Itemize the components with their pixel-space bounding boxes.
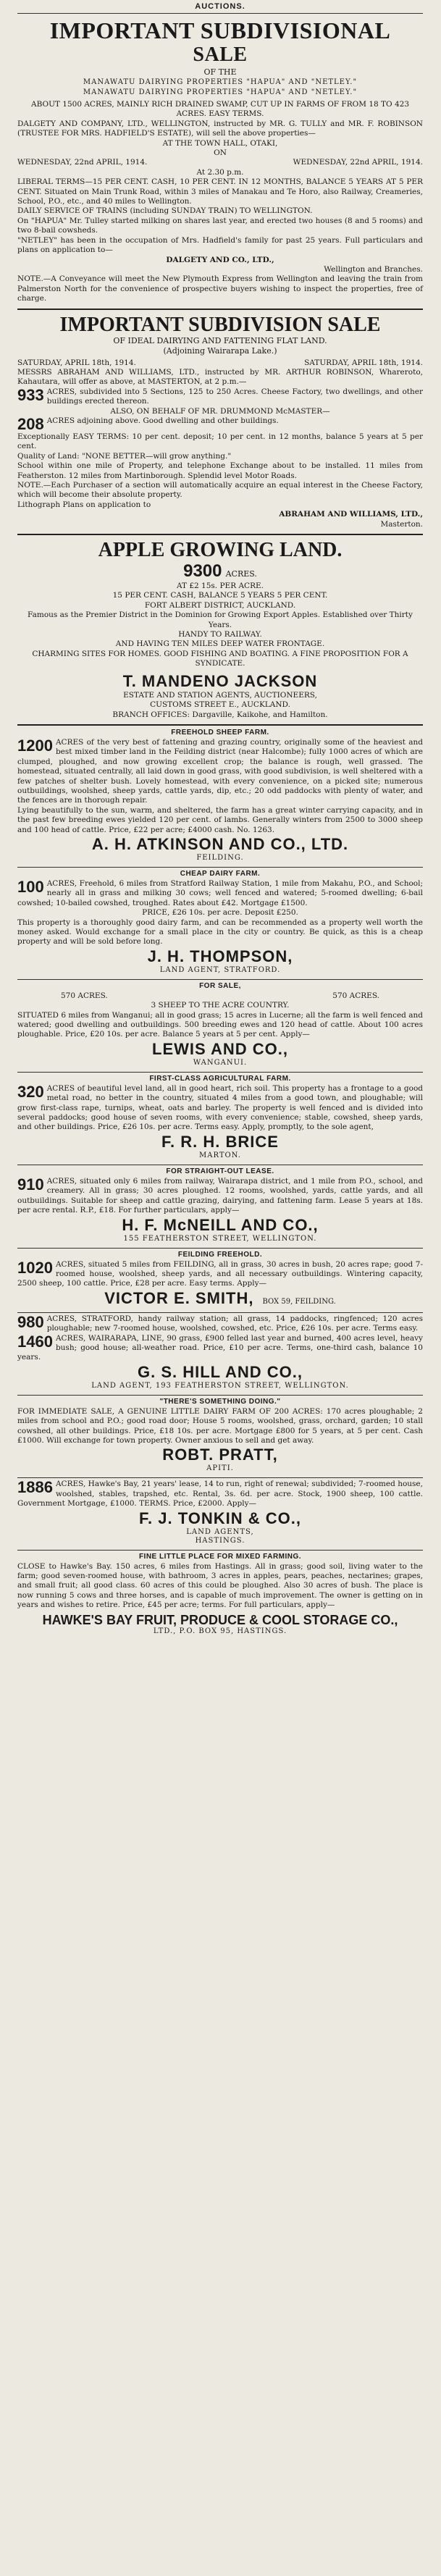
train-service: DAILY SERVICE OF TRAINS (including SUNDAY TRAIN) TO WELLINGTON. [17,206,313,216]
agent-name: LEWIS AND CO., [152,1039,288,1058]
acres-number: 1200 [17,736,53,755]
acres-line [17,561,423,582]
agent-name: A. H. ATKINSON AND CO., LTD. [91,834,349,853]
ad-heading: CHEAP DAIRY FARM. [180,869,261,878]
acres-left: 570 ACRES. [61,991,108,1000]
acres-number: 320 [17,1082,44,1101]
acres-number: 933 [17,385,44,404]
ad-heading: FIRST-CLASS AGRICULTURAL FARM. [149,1074,291,1083]
agent-name: G. S. HILL AND CO., [137,1362,303,1381]
signature-sub: Masterton. [380,519,423,529]
terms: LIBERAL TERMS—15 PER CENT. CASH, 10 PER CENT. IN 12 MONTHS, BALANCE 5 YEARS AT 5 PER CENT. Situated on Main Trunk Road, within 3 miles of Manakau and Te Horo, also Railway, Creameries, School, P.O., etc., and 40 miles to Wellington. [17,177,423,206]
acres-number: 980 [17,1312,44,1331]
agent-town: HASTINGS. [195,1536,245,1545]
ad-heading: "THERE'S SOMETHING DOING." [159,1397,281,1406]
ad-hill-and-co [17,1314,423,1390]
ad-subdivision-sale-wairarapa [17,314,423,530]
famous: Famous as the Premier District in the Dominion for Growing Export Apples. Established over Thirty Years. [28,611,413,629]
divider [17,1477,423,1478]
ad-title-sale: SALE [193,43,248,66]
handy: HANDY TO RAILWAY. [178,630,262,639]
ad-heading: FINE LITTLE PLACE FOR MIXED FARMING. [138,1552,302,1561]
ad-freehold-sheep-farm [17,729,423,863]
agent-row [17,1289,423,1308]
lead-line: ABOUT 1500 ACRES, MAINLY RICH DRAINED SWAMP, CUT UP IN FARMS OF FROM 18 TO 423 ACRES. EASY TERMS. [30,100,410,119]
agent-name: H. F. McNEILL AND CO., [122,1215,319,1234]
body-text: CLOSE to Hawke's Bay. 150 acres, 6 miles from Hastings. All in grass; good soil, living water to the farm; good seven-roomed house, with bathroom, 3 acres in apples, pears, peaches, nectarines; grapes, and small fruit; all good class. 60 acres of this could be ploughed. Also 30 acres of bush. The place is now running 5 cows and three horses, and is capable of much improvement. The owner is getting on in years and wishes to retire. Price, £45 per acre; terms. For full particulars, apply— [17,1561,423,1610]
acres-number: 100 [17,877,44,896]
date-row [17,358,423,368]
body-text: MESSRS ABRAHAM AND WILLIAMS, LTD., instructed by MR. ARTHUR ROBINSON, Whareroto, Kahautara, will offer as above, at MASTERTON, at 2 p.m.— [17,367,423,387]
agent-town: APITI. [206,1464,234,1473]
time: At 2.30 p.m. [196,167,244,177]
water: AND HAVING TEN MILES DEEP WATER FRONTAGE. [115,639,325,649]
lot-text: ACRES adjoining above. Good dwelling and other buildings. [46,416,279,425]
litho: Lithograph Plans on application to [17,500,151,509]
note: NOTE.—Each Purchaser of a section will automatically acquire an equal interest in the Cheese Factory, which will become their absolute property. [17,481,423,500]
acres-right: 570 ACRES. [332,991,379,1000]
lot-text: ACRES, subdivided into 5 Sections, 125 to 250 Acres. Cheese Factory, two dwellings, and other buildings erected thereon. [46,387,423,406]
sub2: (Adjoining Wairarapa Lake.) [163,345,277,356]
properties-line: MANAWATU DAIRYING PROPERTIES "HAPUA" AND "NETLEY." [83,78,358,86]
date-left: WEDNESDAY, 22nd APRIL, 1914. [17,158,148,167]
ad-heading: FOR STRAIGHT-OUT LEASE. [166,1167,274,1175]
agent-sub: LAND AGENT, STRATFORD. [159,965,281,974]
ad-mixed-farming [17,1553,423,1636]
ad-agricultural-farm [17,1075,423,1160]
ad-heading: FOR SALE, [199,981,241,990]
on: ON [214,148,227,158]
acres-unit: ACRES. [225,569,257,579]
ad-feilding-freehold [17,1251,423,1308]
agent-name: F. R. H. BRICE [161,1132,279,1151]
terms: 15 PER CENT. CASH, BALANCE 5 YEARS 5 PER CENT. [112,591,328,600]
divider [17,1248,423,1249]
date-right: SATURDAY, APRIL 18th, 1914. [304,358,423,367]
netley-note: "NETLEY" has been in the occupation of Mrs. Hadfield's family for past 25 years. Full particulars and plans on application to— [17,235,423,255]
divider [17,1550,423,1551]
signature: ABRAHAM AND WILLIAMS, LTD., [279,510,423,519]
agent-name: F. J. TONKIN & CO., [139,1509,301,1527]
divider [17,1395,423,1396]
ad-cheap-dairy-farm [17,870,423,975]
body-text: ACRES, situated 5 miles from FEILDING, all in grass, 30 acres in bush, 20 acres rape; good 7-roomed house, woolshed, sheep yards, and all necessary outbuildings. Wintering capacity, 2500 sheep, 100 cattle. Price, £28 per acre. Easy terms. Apply— [17,1259,423,1288]
extra: This property is a thoroughly good dairy farm, and can be recommended as a property well worth the money asked. Would exchange for a small place in the city or country. Be quick, as this is a cheap property and will be sold before long. [17,918,423,947]
divider [17,1072,423,1073]
agent-town: MARTON. [199,1151,241,1159]
signature-sub: Wellington and Branches. [324,264,423,274]
body-text: SITUATED 6 miles from Wanganui; all in good grass; 15 acres in Lucerne; all the farm is well fenced and watered; good dwelling and outbuildings. 500 breeding ewes and 120 head of cattle. About 100 acres ploughable. Price, £20 10s. per acre. Balance 5 years at 5 per cent. Apply— [17,1010,423,1039]
body-text: ACRES of the very best of fattening and grazing country, originally some of the heaviest and best mixed timber land in the Feilding district (near Halcombe); fully 1000 acres of which are clumped, ploughed, and now growing excellent crop; the balance is rough, well grassed. The homestead, situated centrally, all laid down in good grass, with good subdivision, is well sheltered with a few patches of shelter bush. Lovely homestead, with every convenience, on a picked site; numerous outbuildings, woolshed, sheep yards, cattle yards, dip, etc.; 20 odd paddocks with plenty of water, and the fences are in thorough repair. [17,737,423,805]
divider [17,13,423,14]
of-the: OF THE [203,67,237,77]
body-text: ACRES, STRATFORD, handy railway station; all grass, 14 paddocks, ringfenced; 120 acres ploughable; new 7-roomed house, woolshed, cowshed, etc. Price, £26 10s. per acre. Terms easy. [46,1314,423,1333]
sub: OF IDEAL DAIRYING AND FATTENING FLAT LAND. [113,335,327,345]
quality: Quality of Land: "NONE BETTER—will grow anything." [17,451,232,461]
note: NOTE.—A Conveyance will meet the New Plymouth Express from Wellington and leaving the train from Palmerston North for the convenience of prospective buyers wishing to inspect the properties, free of charge. [17,274,423,303]
section-header: AUCTIONS. [195,2,245,11]
ad-straight-out-lease [17,1167,423,1243]
body-text: ACRES, WAIRARAPA, LINE, 90 grass, £900 felled last year and burned, 400 acres level, heavy bush; good house; all-weather road. Price, £10 per acre. Terms, one-third cash, balance 10 years. [17,1333,423,1362]
location: FORT ALBERT DISTRICT, AUCKLAND. [144,600,296,610]
acres-number: 1460 [17,1332,53,1351]
acres-number: 9300 [183,561,222,582]
venue: AT THE TOWN HALL, OTAKI, [162,138,278,148]
price: AT £2 15s. PER ACRE. [177,582,264,591]
agent-name: HAWKE'S BAY FRUIT, PRODUCE & COOL STORAGE CO., [42,1612,398,1627]
hapua-note: On "HAPUA" Mr. Tulley started milking on shares last year, and erected two houses (8 and 5 rooms) and two 8-bail cowsheds. [17,216,423,235]
body-text-2: Lying beautifully to the sun, warm, and sheltered, the farm has a great winter carrying capacity, and in the past few breeding ewes yielded 120 per cent. of lambs. Generally winters from 2500 to 3000 sheep and 100 head of cattle. Price, £22 per acre; £4000 cash. No. 1263. [17,805,423,834]
divider [17,534,423,535]
properties-line: MANAWATU DAIRYING PROPERTIES "HAPUA" AND "NETLEY." [83,88,358,96]
acres-number: 910 [17,1175,44,1193]
body-text: ACRES, situated only 6 miles from railway, Wairarapa district, and 1 mile from P.O., school, and creamery. All in grass; 30 acres ploughed. 12 rooms, woolshed, yards, cattle yards, and all outbuildings. Suitable for sheep and cattle grazing, dairying, and fattening farm. Lease 5 years at 18s. per acre rental. R.P., £18. For further particulars, apply— [17,1176,423,1215]
body-text: ACRES, Hawke's Bay, 21 years' lease, 14 to run, right of renewal; subdivided; 7-roomed house, woolshed, stables, trapshed, etc. Rental, 3s. 6d. per acre. Stock, 1900 sheep, 100 cattle. Government Mortgage, £1000. TERMS. Price, £2000. Apply— [17,1480,423,1509]
agent-name: J. H. THOMPSON, [147,947,293,965]
ad-for-sale-570 [17,982,423,1067]
acres-number: 208 [17,414,44,433]
divider [17,724,423,726]
agent-name: VICTOR E. SMITH, [104,1288,254,1307]
agent-box: BOX 59, FEILDING. [262,1297,336,1306]
body-text: FOR IMMEDIATE SALE, A GENUINE LITTLE DAIRY FARM OF 200 ACRES: 170 acres ploughable; 2 miles from school and P.O.; good road door; House 5 rooms, woolshed, grass, orchard, garden; 10 stall cowshed, all other buildings. Price, £18 10s. per acre. Mortgage £800 for 5 years, at 5 per cent. Cash £1000. Will exchange for town property. Owner anxious to sell and get away. [17,1406,423,1445]
agent-name: ROBT. PRATT, [162,1446,278,1464]
ad-title: IMPORTANT SUBDIVISION SALE [59,313,381,336]
ad-something-doing [17,1398,423,1474]
divider [17,1312,423,1313]
agent-sub: LTD., P.O. BOX 95, HASTINGS. [153,1627,287,1635]
price: PRICE, £26 10s. per acre. Deposit £250. [142,908,298,918]
divider [17,979,423,980]
signature: DALGETY AND CO., LTD., [166,255,274,264]
date-left: SATURDAY, APRIL 18th, 1914. [17,358,136,367]
agent-name: T. MANDENO JACKSON [122,671,318,690]
ad-title: IMPORTANT SUBDIVISIONAL [49,17,391,43]
date-right: WEDNESDAY, 22nd APRIL, 1914. [293,158,423,167]
ad-heading: FREEHOLD SHEEP FARM. [171,728,269,737]
auctions-column [17,0,423,1640]
acres-number: 1886 [17,1478,53,1497]
sub: 3 SHEEP TO THE ACRE COUNTRY. [151,1001,290,1010]
acres-row [17,991,423,1001]
divider [17,867,423,868]
body-text: ACRES of beautiful level land, all in good heart, rich soil. This property has a frontage to a good metal road, no better in the country, situated 4 miles from a good town, and ploughable; will grow first-class rape, turnips, wheat, oats and barley. The property is well fenced and is divided into several paddocks; good house of seven rooms, with every convenience; stable, cowshed, sheep yards, and other buildings. Price, £26 10s. per acre. Terms easy. Apply, promptly, to the sole agent, [17,1083,423,1132]
body-text: DALGETY AND COMPANY, LTD., WELLINGTON, instructed by MR. G. TULLY and MR. F. ROBINSON (TRUSTEE FOR MRS. HADFIELD'S ESTATE), will sell the above properties— [17,119,423,138]
also: ALSO, ON BEHALF OF MR. DRUMMOND McMASTER— [110,406,330,416]
agent-town: FEILDING. [196,853,244,862]
charming: CHARMING SITES FOR HOMES. GOOD FISHING AND BOATING. A FINE PROPOSITION FOR A SYNDICATE. [32,649,408,668]
date-row [17,158,423,167]
agent-address: CUSTOMS STREET E., AUCKLAND. [150,700,290,710]
divider [17,309,423,310]
agent-address: 155 FEATHERSTON STREET, WELLINGTON. [123,1234,317,1243]
agent-sub: ESTATE AND STATION AGENTS, AUCTIONEERS, [123,690,317,700]
ad-subdivisional-sale [17,18,423,304]
agent-address: LAND AGENT, 193 FEATHERSTON STREET, WELLINGTON. [91,1381,349,1390]
school: School within one mile of Property, and telephone Exchange about to be installed. 11 miles from Featherston. 12 miles from Martinborough. Splendid level Motor Roads. [17,461,423,480]
ad-apple-land [17,540,423,720]
agent-town: WANGANUI. [193,1058,248,1067]
acres-number: 1020 [17,1258,53,1277]
ad-title: APPLE GROWING LAND. [98,539,343,562]
body-text: ACRES, Freehold, 6 miles from Stratford Railway Station, 1 mile from Makahu, P.O., and School; nearly all in grass and milking 30 cows; well fenced and watered; 5-roomed dwelling; 6-bail cowshed; 10-bailed cowshed, troughed. Rates about £42. Mortgage £1500. [17,878,423,907]
terms: Exceptionally EASY TERMS: 10 per cent. deposit; 10 per cent. in 12 months, balance 5 years at 5 per cent. [17,432,423,451]
ad-heading: FEILDING FREEHOLD. [177,1250,263,1259]
ad-hawkes-bay-lease [17,1480,423,1545]
agent-sub: LAND AGENTS, [186,1527,254,1536]
branches: BRANCH OFFICES: Dargaville, Kaikohe, and Hamilton. [112,710,328,719]
